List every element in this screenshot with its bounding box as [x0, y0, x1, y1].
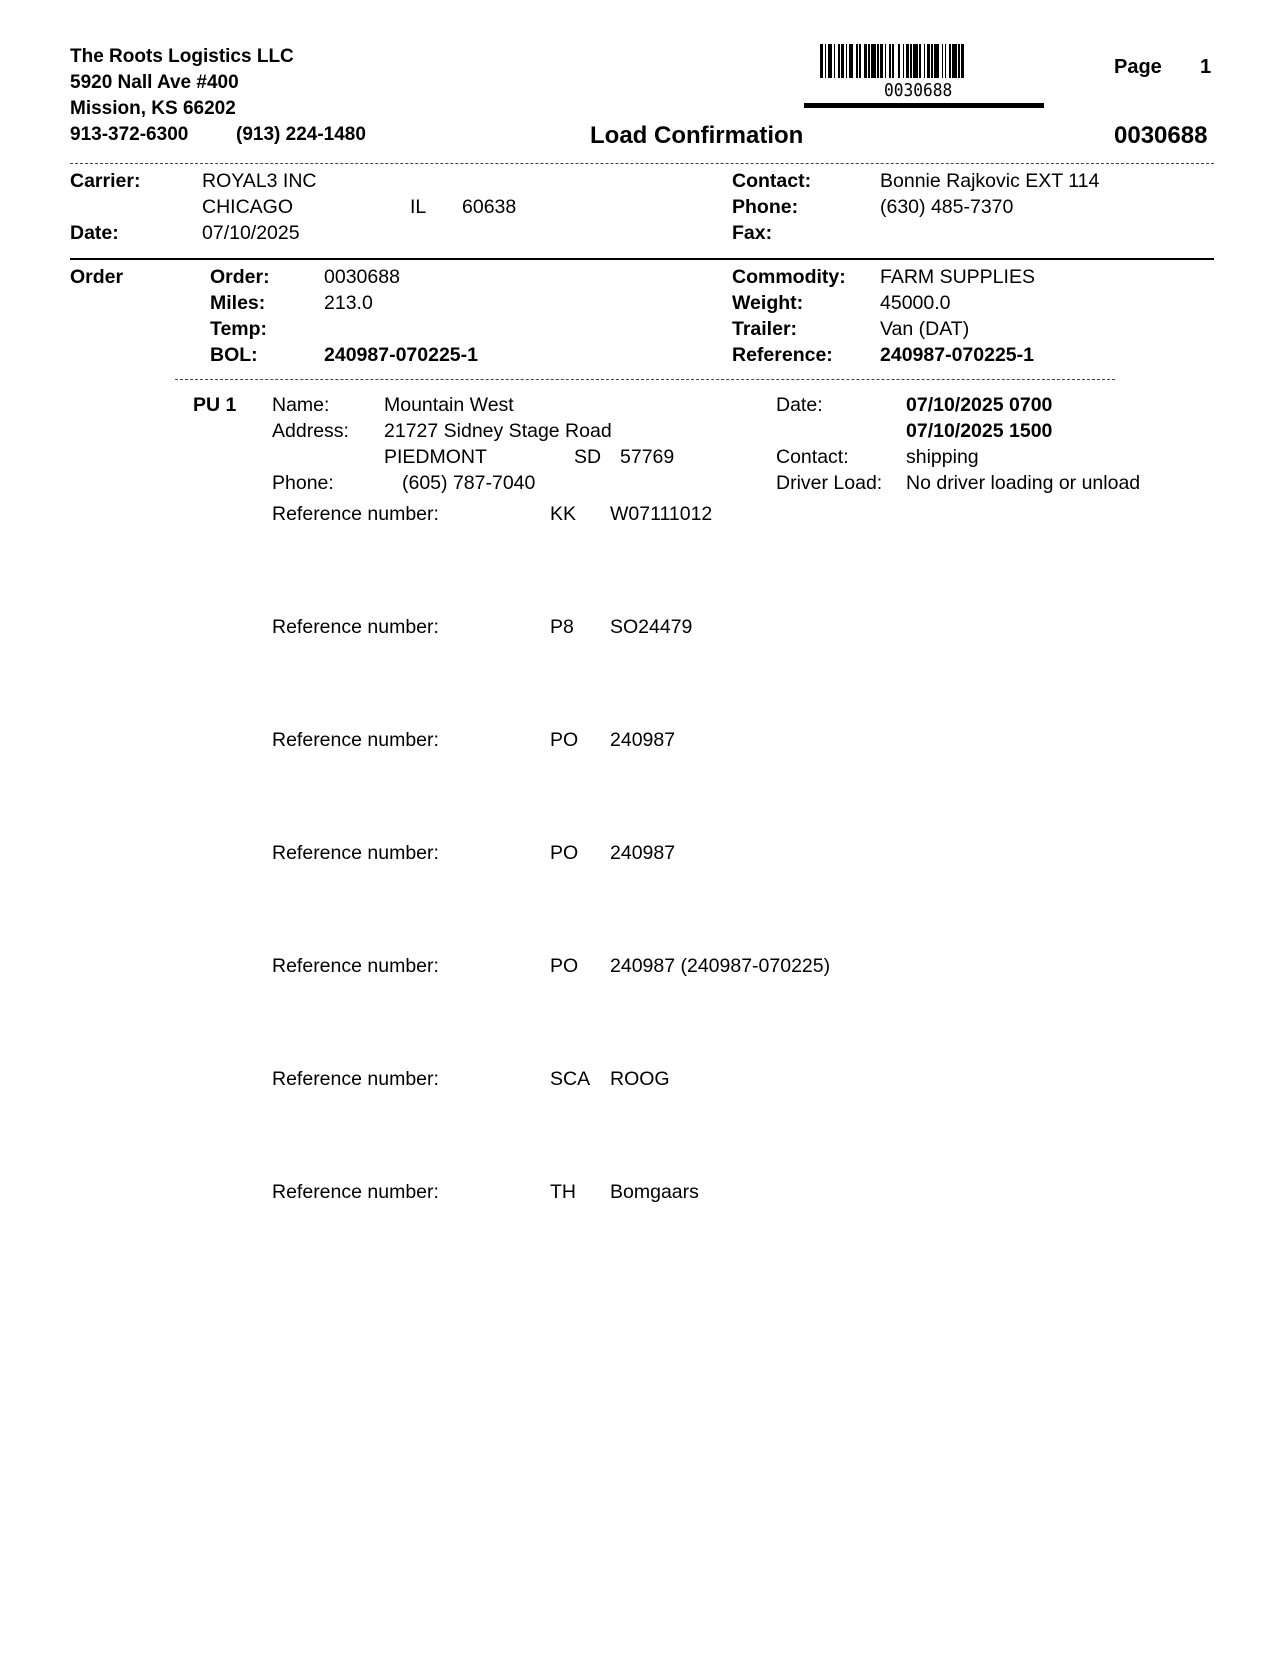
reference-number-label: Reference number:	[272, 616, 439, 638]
pickup-city: PIEDMONT	[384, 446, 487, 468]
reference-code: SCA	[550, 1068, 591, 1090]
reference-number-label: Reference number:	[272, 503, 439, 525]
reference-label: Reference:	[732, 344, 833, 366]
reference-number-value: ROOG	[610, 1068, 670, 1090]
company-phone: 913-372-6300	[70, 124, 189, 145]
carrier-fax-label: Fax:	[732, 222, 773, 244]
reference-number-value: Bomgaars	[610, 1181, 699, 1203]
order-number: 0030688	[324, 266, 400, 288]
document-number: 0030688	[1114, 122, 1208, 149]
pickup-date-label: Date:	[776, 394, 823, 416]
barcode-underline	[804, 103, 1044, 108]
carrier-label: Carrier:	[70, 170, 141, 192]
pickup-driver-load: No driver loading or unload	[906, 472, 1141, 494]
pickup-state: SD	[574, 446, 602, 468]
reference-code: PO	[550, 729, 579, 751]
pickup-address-label: Address:	[272, 420, 349, 442]
reference-value: 240987-070225-1	[880, 344, 1034, 366]
pickup-phone: (605) 787-7040	[402, 472, 536, 494]
carrier-date: 07/10/2025	[202, 222, 300, 244]
barcode-text: 0030688	[884, 80, 953, 101]
carrier-zip: 60638	[462, 196, 517, 218]
pickup-contact-label: Contact:	[776, 446, 849, 468]
bol-value: 240987-070225-1	[324, 344, 478, 366]
reference-number-label: Reference number:	[272, 729, 439, 751]
pickup-date-to: 07/10/2025 1500	[906, 420, 1053, 442]
pickup-address: 21727 Sidney Stage Road	[384, 420, 612, 442]
order-number-label: Order:	[210, 266, 270, 288]
reference-number-label: Reference number:	[272, 842, 439, 864]
pickup-name-label: Name:	[272, 394, 330, 416]
carrier-date-label: Date:	[70, 222, 119, 244]
reference-number-value: 240987	[610, 842, 676, 864]
reference-number-value: 240987 (240987-070225)	[610, 955, 831, 977]
order-divider	[175, 379, 1115, 380]
carrier-divider	[70, 258, 1214, 260]
carrier-phone: (630) 485-7370	[880, 196, 1014, 218]
commodity-label: Commodity:	[732, 266, 846, 288]
document-title: Load Confirmation	[590, 122, 804, 149]
bol-label: BOL:	[210, 344, 258, 366]
reference-number-label: Reference number:	[272, 1068, 439, 1090]
weight-label: Weight:	[732, 292, 804, 314]
trailer-value: Van (DAT)	[880, 318, 970, 340]
pickup-driver-load-label: Driver Load:	[776, 472, 883, 494]
carrier-phone-label: Phone:	[732, 196, 799, 218]
header-divider	[70, 163, 1214, 164]
reference-number-label: Reference number:	[272, 955, 439, 977]
page-number: 1	[1200, 56, 1212, 78]
reference-code: PO	[550, 842, 579, 864]
trailer-label: Trailer:	[732, 318, 798, 340]
pickup-date-from: 07/10/2025 0700	[906, 394, 1053, 416]
temp-label: Temp:	[210, 318, 268, 340]
reference-code: KK	[550, 503, 577, 525]
weight-value: 45000.0	[880, 292, 951, 314]
pickup-contact: shipping	[906, 446, 979, 468]
carrier-contact-label: Contact:	[732, 170, 812, 192]
reference-number-value: 240987	[610, 729, 676, 751]
pickup-stop-label: PU 1	[193, 394, 237, 416]
company-phone-alt: (913) 224-1480	[236, 124, 366, 145]
pickup-name: Mountain West	[384, 394, 514, 416]
reference-number-label: Reference number:	[272, 1181, 439, 1203]
carrier-city: CHICAGO	[202, 196, 294, 218]
barcode	[820, 44, 1020, 78]
reference-code: PO	[550, 955, 579, 977]
reference-number-value: W07111012	[610, 503, 713, 525]
company-address-line2: Mission, KS 66202	[70, 98, 236, 119]
miles-value: 213.0	[324, 292, 373, 314]
carrier-state: IL	[410, 196, 427, 218]
pickup-zip: 57769	[620, 446, 675, 468]
company-name: The Roots Logistics LLC	[70, 46, 294, 67]
order-section-label: Order	[70, 266, 124, 288]
carrier-name: ROYAL3 INC	[202, 170, 317, 192]
miles-label: Miles:	[210, 292, 266, 314]
reference-number-value: SO24479	[610, 616, 693, 638]
carrier-contact: Bonnie Rajkovic EXT 114	[880, 170, 1100, 192]
page-label: Page	[1114, 56, 1162, 78]
reference-code: P8	[550, 616, 574, 638]
reference-code: TH	[550, 1181, 576, 1203]
pickup-phone-label: Phone:	[272, 472, 334, 494]
commodity-value: FARM SUPPLIES	[880, 266, 1035, 288]
company-address-line1: 5920 Nall Ave #400	[70, 72, 239, 93]
